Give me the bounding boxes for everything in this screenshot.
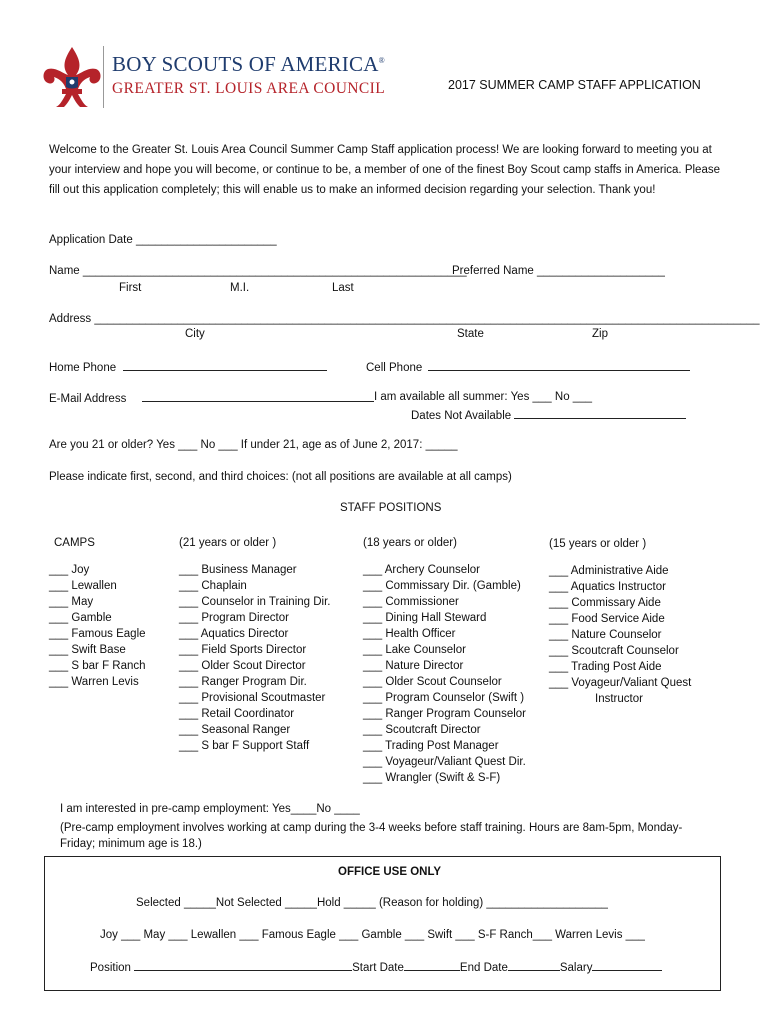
application-date-field[interactable]: Application Date ______________________ [49,234,277,246]
home-phone-label: Home Phone [49,362,117,374]
list-item: Instructor [595,693,643,705]
dates-not-available-line[interactable] [514,408,686,419]
list-item[interactable]: ___ Administrative Aide [549,565,669,577]
preferred-name-field[interactable]: Preferred Name ____________________ [452,265,665,277]
list-item[interactable]: ___ Joy [49,564,90,576]
list-item[interactable]: ___ Voyageur/Valiant Quest [549,677,692,689]
list-item[interactable]: ___ Counselor in Training Dir. [179,596,331,608]
email-line[interactable] [142,391,374,402]
start-date-label: Start Date [352,962,404,974]
council-name: GREATER ST. LOUIS AREA COUNCIL [112,80,386,97]
org-name: BOY SCOUTS OF AMERICA® [112,52,385,76]
email-field[interactable] [49,391,374,405]
zip-label: Zip [592,328,608,340]
precamp-question[interactable]: I am interested in pre-camp employment: Yes____No ____ [60,803,360,815]
list-item[interactable]: ___ Program Counselor (Swift ) [363,692,525,704]
list-item[interactable]: ___ Health Officer [363,628,456,640]
start-date-line[interactable] [404,960,460,971]
salary-label: Salary [559,962,593,974]
home-phone-line[interactable] [123,360,327,371]
list-item[interactable]: ___ Chaplain [179,580,247,592]
camps-list [49,562,146,690]
email-label: E-Mail Address [49,393,127,405]
list-item[interactable]: ___ Aquatics Director [179,628,289,640]
header-divider [103,46,104,108]
home-phone-field[interactable] [49,360,327,374]
list-item[interactable]: ___ Voyageur/Valiant Quest Dir. [363,756,526,768]
last-label: Last [332,282,354,294]
available-field[interactable]: I am available all summer: Yes ___ No ___ [374,391,592,403]
cell-phone-label: Cell Phone [366,362,423,374]
list-item[interactable]: ___ Wrangler (Swift & S-F) [363,772,501,784]
list-item[interactable]: ___ Famous Eagle [49,628,146,640]
city-label: City [185,328,205,340]
cell-phone-line[interactable] [428,360,690,371]
office-status-line[interactable]: Selected _____Not Selected _____Hold _____ (Reason for holding) ___________________ [136,897,608,909]
age21-header: (21 years or older ) [179,537,277,549]
list-item[interactable]: ___ Food Service Aide [549,613,665,625]
list-item[interactable]: ___ Ranger Program Counselor [363,708,527,720]
list-item[interactable]: ___ May [49,596,94,608]
list-item[interactable]: ___ Business Manager [179,564,297,576]
list-item[interactable]: ___ Aquatics Instructor [549,581,666,593]
list-item[interactable]: ___ Dining Hall Steward [363,612,487,624]
age-question[interactable]: Are you 21 or older? Yes ___ No ___ If under 21, age as of June 2, 2017: _____ [49,439,458,451]
age21-list [179,562,331,754]
position-label: Position [90,962,131,974]
age15-list [549,563,691,707]
office-title: OFFICE USE ONLY [338,866,442,878]
fleur-de-lis-icon [42,45,102,111]
end-date-label: End Date [459,962,508,974]
list-item[interactable]: ___ Program Director [179,612,289,624]
list-item[interactable]: ___ Seasonal Ranger [179,724,291,736]
salary-line[interactable] [592,960,662,971]
list-item[interactable]: ___ Archery Counselor [363,564,480,576]
list-item[interactable]: ___ S bar F Ranch [49,660,146,672]
list-item[interactable]: ___ Trading Post Aide [549,661,662,673]
list-item[interactable]: ___ Gamble [49,612,112,624]
office-assignment-line[interactable] [90,960,662,974]
list-item[interactable]: ___ Commissary Dir. (Gamble) [363,580,521,592]
precamp-note-2: Friday; minimum age is 18.) [60,838,202,850]
list-item[interactable]: ___ Lake Counselor [363,644,466,656]
dates-not-available-label: Dates Not Available [411,410,512,422]
office-use-box [44,856,721,991]
position-line[interactable] [134,960,352,971]
list-item[interactable]: ___ Commissary Aide [549,597,661,609]
office-camps-line[interactable]: Joy ___ May ___ Lewallen ___ Famous Eagle ___ Gamble ___ Swift ___ S-F Ranch___ Warren Levis ___ [100,929,645,941]
list-item[interactable]: ___ Warren Levis [49,676,139,688]
list-item[interactable]: ___ Swift Base [49,644,126,656]
age18-header: (18 years or older) [363,537,457,549]
camps-header: CAMPS [54,537,95,549]
first-label: First [119,282,142,294]
page-title: 2017 SUMMER CAMP STAFF APPLICATION [448,78,701,92]
state-label: State [457,328,484,340]
dates-not-available-field[interactable] [411,408,686,422]
age15-header: (15 years or older ) [549,538,647,550]
list-item[interactable]: ___ Nature Counselor [549,629,662,641]
list-item[interactable]: ___ Older Scout Director [179,660,306,672]
list-item[interactable]: ___ Scoutcraft Director [363,724,481,736]
list-item[interactable]: ___ Older Scout Counselor [363,676,502,688]
choices-instruction: Please indicate first, second, and third choices: (not all positions are available at all camps) [49,471,512,483]
list-item[interactable]: ___ Field Sports Director [179,644,307,656]
staff-positions-heading: STAFF POSITIONS [340,502,442,514]
list-item[interactable]: ___ Scoutcraft Counselor [549,645,679,657]
precamp-note: (Pre-camp employment involves working at camp during the 3-4 weeks before staff training. Hours are 8am-5pm, Monday- [60,822,683,834]
mi-label: M.I. [230,282,250,294]
list-item[interactable]: ___ Lewallen [49,580,117,592]
list-item[interactable]: ___ Nature Director [363,660,464,672]
name-field[interactable]: Name ____________________________________________________________ [49,265,467,277]
age18-list [363,562,526,786]
list-item[interactable]: ___ Provisional Scoutmaster [179,692,326,704]
address-field[interactable]: Address ________________________________________________________________________________________________________ [49,313,760,325]
list-item[interactable]: ___ Ranger Program Dir. [179,676,307,688]
end-date-line[interactable] [508,960,560,971]
list-item[interactable]: ___ S bar F Support Staff [179,740,310,752]
list-item[interactable]: ___ Trading Post Manager [363,740,499,752]
intro-paragraph: Welcome to the Greater St. Louis Area Council Summer Camp Staff application process! We are looking forward to meeting you at your interview and hope you will become, or continue to be, a member of one of the finest Boy Scout camp staffs in America. Please fill out this application completely; this will enable us to make an informed decision regarding your selection. Thank you! [49,144,720,196]
list-item[interactable]: ___ Retail Coordinator [179,708,295,720]
list-item[interactable]: ___ Commissioner [363,596,459,608]
cell-phone-field[interactable] [366,360,690,374]
